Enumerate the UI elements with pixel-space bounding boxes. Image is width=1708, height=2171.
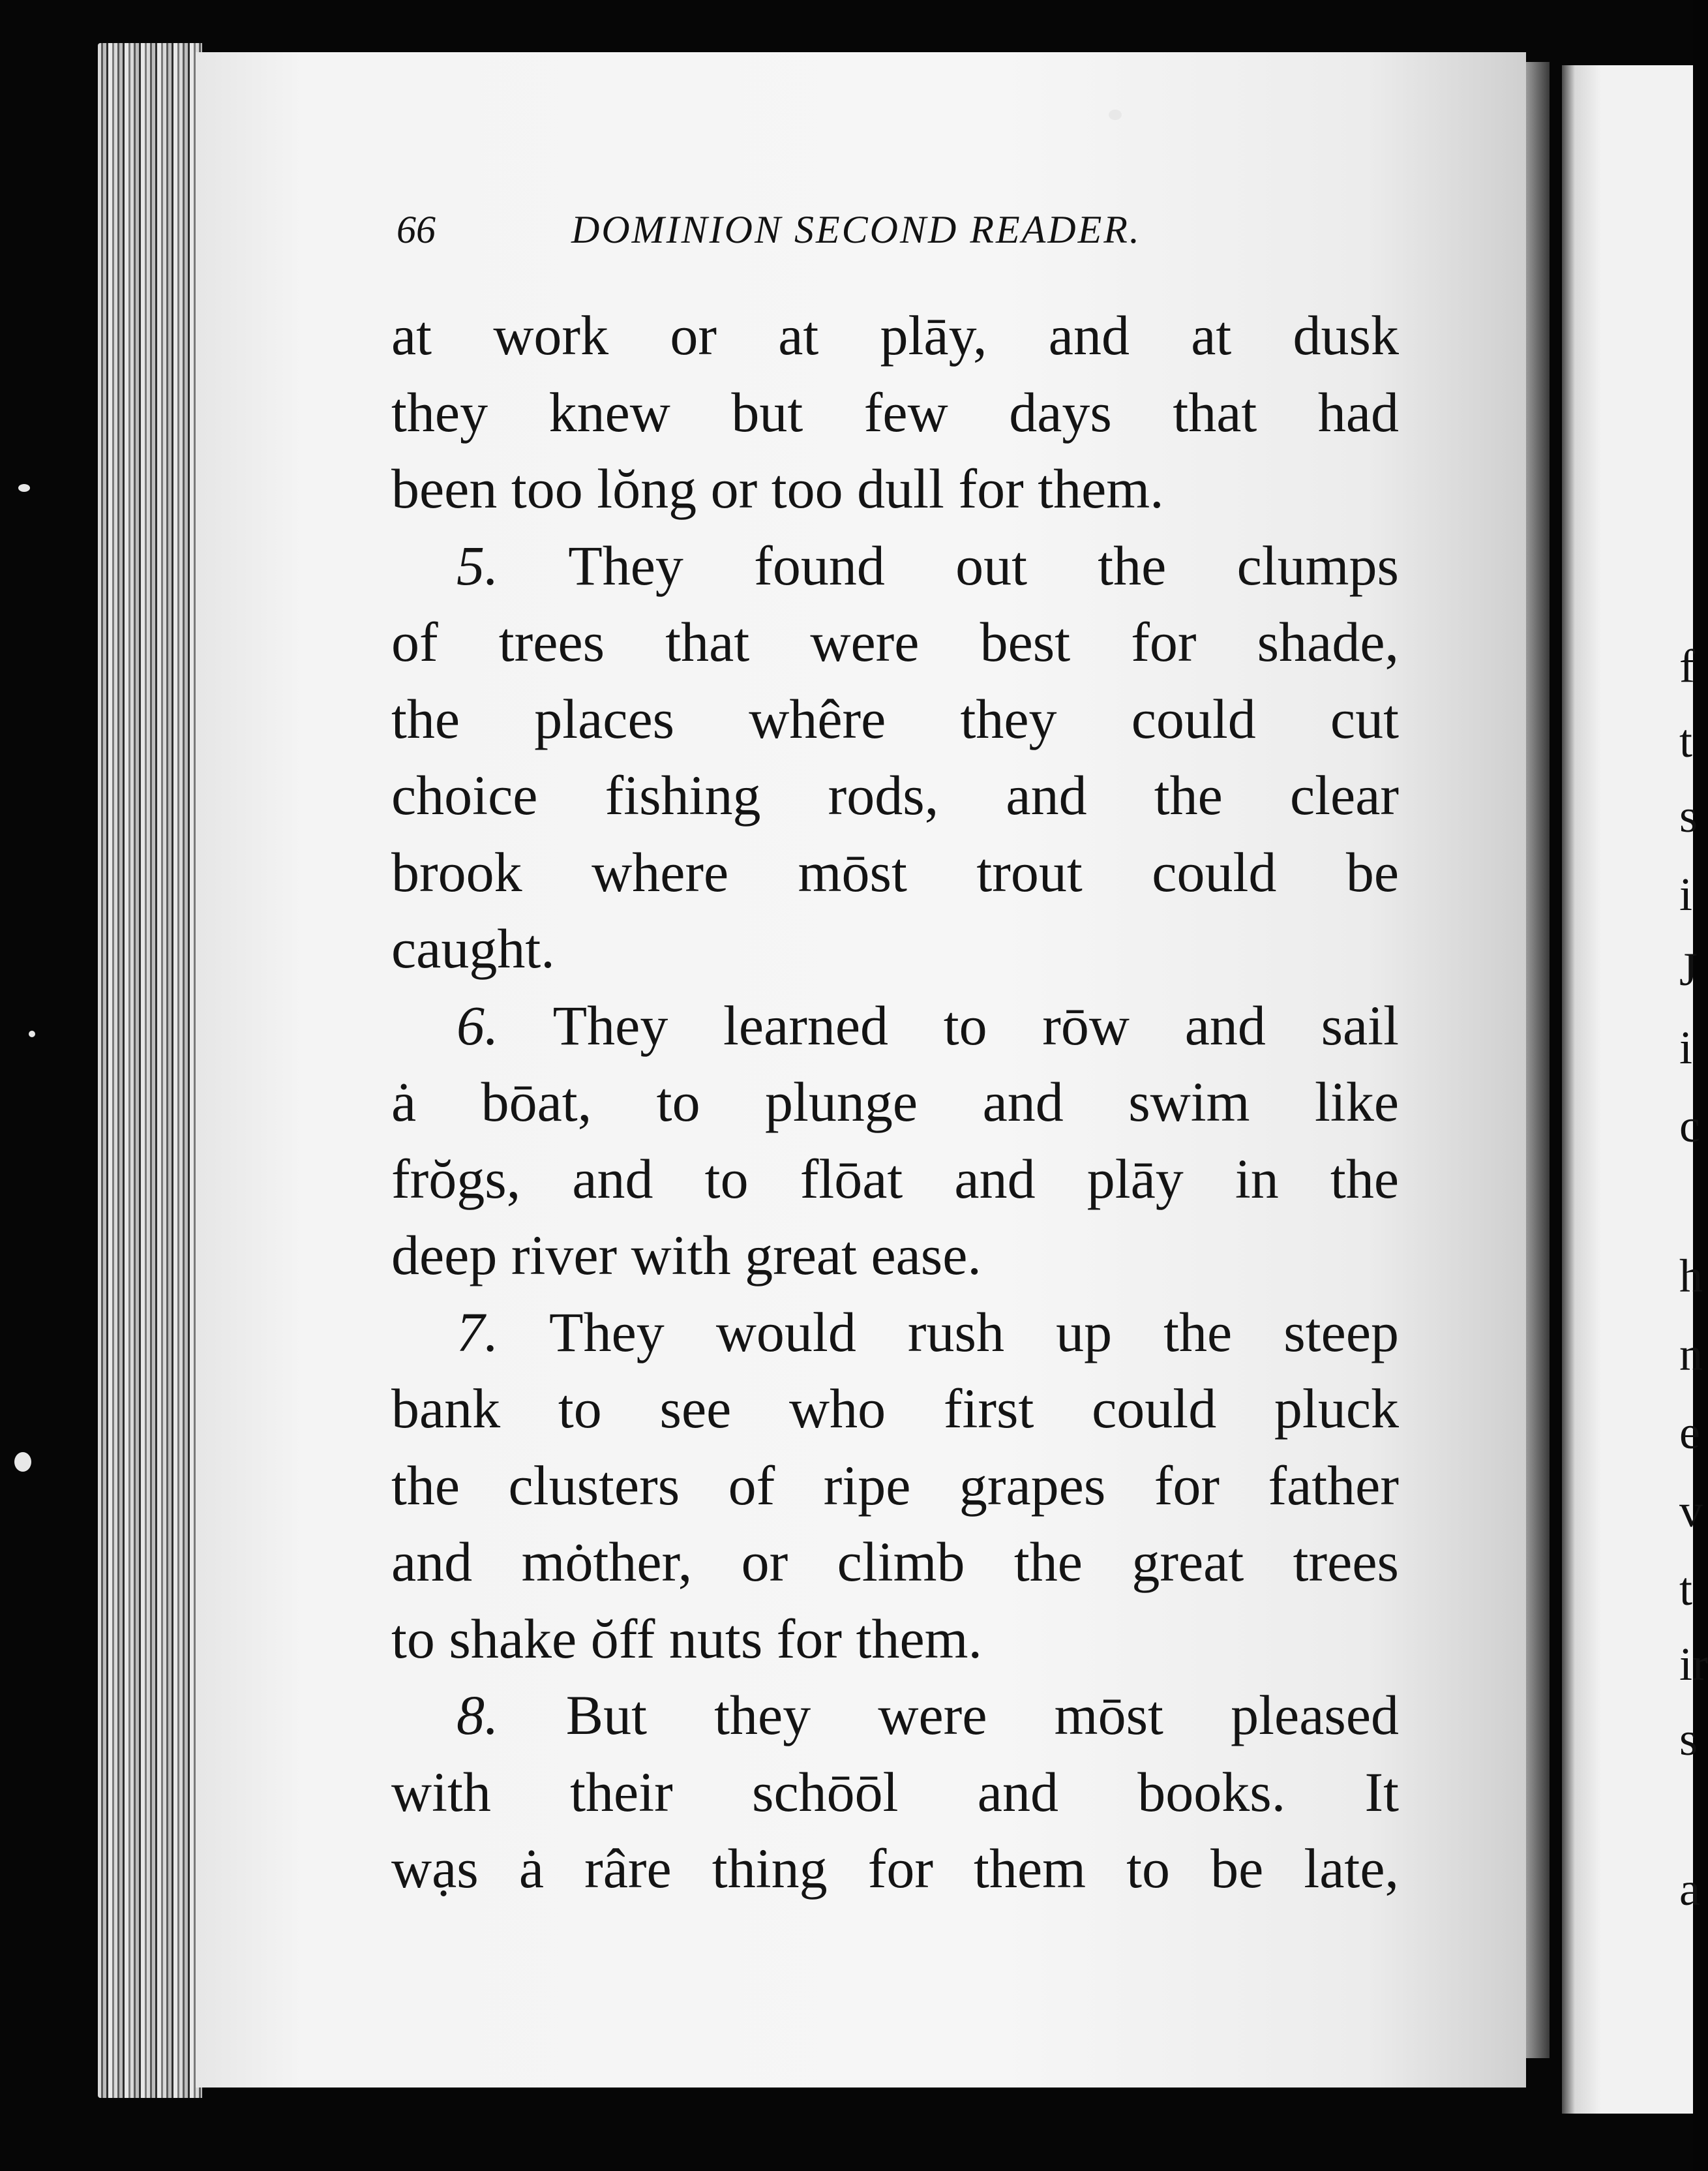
facing-page-letter: a [1679, 1863, 1700, 1915]
line-text: caught. [391, 917, 555, 980]
book-gutter [1526, 62, 1550, 2058]
dust-speck [14, 1452, 31, 1472]
page-header [397, 207, 1251, 260]
text-line [391, 451, 1399, 528]
text-line [391, 1601, 1399, 1678]
text-line [391, 681, 1399, 758]
text-line [391, 1217, 1399, 1294]
line-text: the places whêre they could cut [391, 687, 1399, 750]
facing-page-letter: s [1679, 790, 1698, 842]
line-text: deep river with great ease. [391, 1224, 981, 1286]
facing-page-letter: i [1679, 868, 1693, 920]
page-stack-edges [98, 43, 202, 2098]
line-text: But they were mōst pleased [565, 1684, 1400, 1746]
text-line [391, 834, 1399, 911]
facing-page-letter: e [1679, 1406, 1700, 1459]
text-line [391, 604, 1399, 681]
facing-page-letter: ir [1679, 1638, 1708, 1690]
line-text: They found out the clumps [568, 534, 1399, 597]
text-line [391, 988, 1399, 1065]
facing-page-letter: v [1679, 1485, 1703, 1537]
facing-page [1562, 65, 1693, 2114]
text-line [391, 1371, 1399, 1448]
line-text: ȧ bōat, to plunge and swim like [391, 1070, 1399, 1133]
line-text: with their schōōl and books. It [391, 1760, 1399, 1823]
text-line [391, 1448, 1399, 1525]
facing-page-letter: s [1679, 1713, 1698, 1765]
text-line [391, 911, 1399, 988]
line-text: brook where mōst trout could be [391, 840, 1399, 903]
text-line [391, 1064, 1399, 1141]
line-text: to shake ŏff nuts for them. [391, 1607, 983, 1670]
facing-page-letter: t [1679, 715, 1693, 767]
text-line [391, 528, 1399, 605]
line-text: they knew but few days that had [391, 380, 1399, 444]
paragraph-number: 8. [457, 1684, 499, 1746]
line-text: choice fishing rods, and the clear [391, 764, 1399, 827]
line-text: bank to see who first could pluck [391, 1377, 1399, 1440]
line-text: wạs ȧ râre thing for them to be late, [391, 1837, 1399, 1900]
line-text: They learned to rōw and sail [552, 994, 1399, 1057]
facing-page-letter: f [1679, 640, 1695, 692]
line-text: the clusters of ripe grapes for father [391, 1453, 1399, 1517]
line-text: at work or at plāy, and at dusk [391, 304, 1399, 367]
facing-page-letter: c [1679, 1100, 1700, 1152]
text-line [391, 1294, 1399, 1371]
paragraph-number: 6. [457, 994, 499, 1057]
facing-page-letter: h [1679, 1250, 1703, 1302]
text-line [391, 757, 1399, 834]
paragraph-number: 7. [457, 1300, 499, 1363]
dust-speck [1109, 110, 1122, 120]
text-line [391, 1830, 1399, 1907]
text-line [391, 374, 1399, 451]
facing-page-letter: J [1679, 943, 1698, 995]
line-text: and mȯther, or climb the great trees [391, 1530, 1399, 1593]
paragraph-number: 5. [457, 534, 499, 597]
text-line [391, 1141, 1399, 1218]
running-head: DOMINION SECOND READER. [571, 208, 1141, 251]
text-line [391, 1524, 1399, 1601]
line-text: of trees that were best for shade, [391, 611, 1399, 673]
line-text: been too lŏng or too dull for them. [391, 457, 1164, 520]
facing-page-letter: i [1679, 1022, 1693, 1074]
line-text: frŏgs, and to flōat and plāy in the [391, 1147, 1399, 1210]
dust-speck [29, 1031, 35, 1037]
body-text [391, 297, 1399, 1907]
text-line [391, 297, 1399, 374]
dust-speck [18, 484, 30, 492]
text-line [391, 1754, 1399, 1831]
text-line [391, 1677, 1399, 1754]
page-number: 66 [397, 208, 436, 251]
facing-page-letter: t [1679, 1563, 1693, 1615]
facing-page-letter: n [1679, 1328, 1703, 1380]
line-text: They would rush up the steep [549, 1300, 1399, 1363]
